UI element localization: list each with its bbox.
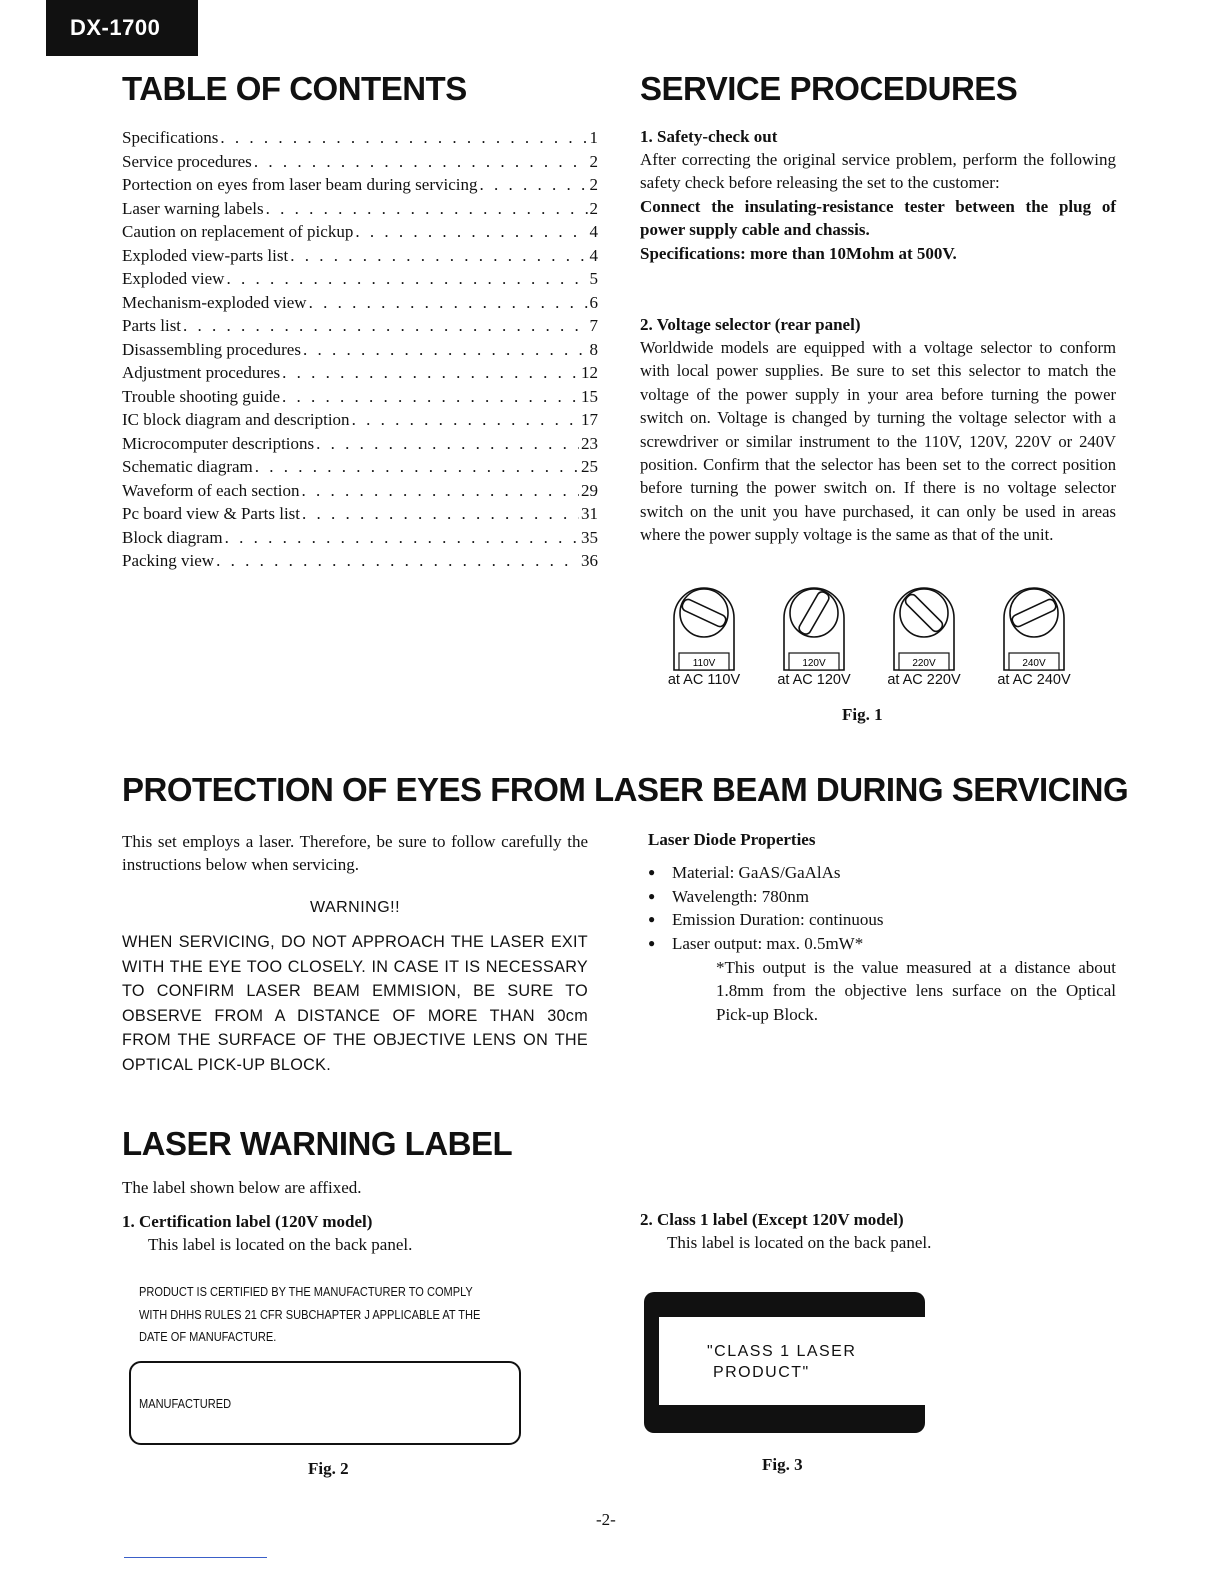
safety-check-section xyxy=(640,125,1116,265)
toc-item-page: 23 xyxy=(581,433,598,453)
toc-leader-dots xyxy=(254,150,588,174)
toc-item-page: 2 xyxy=(589,175,598,194)
cert-text-line: WITH DHHS RULES 21 CFR SUBCHAPTER J APPLICABLE AT THE xyxy=(139,1306,481,1322)
dial-label-110v: 110V xyxy=(692,658,716,669)
class1-label-heading: 2. Class 1 label (Except 120V model) xyxy=(640,1210,904,1229)
toc-item xyxy=(122,455,598,479)
toc-item-page: 5 xyxy=(589,269,598,288)
dial-label-240v: 240V xyxy=(1022,658,1046,669)
cert-label-heading: 1. Certification label (120V model) xyxy=(122,1212,373,1231)
safety-check-spec: Specifications: more than 10Mohm at 500V. xyxy=(640,243,957,263)
footer-rule xyxy=(124,1557,267,1558)
toc-item-label: Parts list xyxy=(122,316,182,335)
voltage-selector-section xyxy=(640,313,1116,547)
toc-item-page: 8 xyxy=(589,339,598,359)
toc-item-page: 2 xyxy=(589,198,598,218)
toc-item-label: Caution on replacement of pickup xyxy=(122,222,354,241)
class1-label-location: This label is located on the back panel. xyxy=(667,1233,932,1252)
dial-label-120v: 120V xyxy=(802,658,826,669)
toc-item xyxy=(122,502,598,526)
laser-prop-item: ● Material: GaAS/GaAlAs xyxy=(648,861,1118,885)
dial-120v xyxy=(758,580,870,688)
toc-leader-dots xyxy=(302,479,579,503)
toc-item xyxy=(122,385,598,409)
toc-leader-dots xyxy=(183,314,587,338)
dial-240v xyxy=(978,580,1090,688)
toc-item-label: Laser warning labels xyxy=(122,198,264,218)
toc-item xyxy=(122,526,598,550)
dial-220v xyxy=(868,580,980,688)
toc-item xyxy=(122,338,598,362)
class1-label-text: "CLASS 1 LASER PRODUCT" xyxy=(707,1343,857,1381)
toc-leader-dots xyxy=(303,338,588,362)
toc-item-label: Trouble shooting guide xyxy=(122,386,281,406)
toc-leader-dots xyxy=(282,361,579,385)
laser-props-list xyxy=(648,861,1118,955)
toc-leader-dots xyxy=(282,385,579,409)
toc-list xyxy=(122,126,598,573)
safety-check-instruction: Connect the insulating-resistance tester between the plug of power supply cable and chassis. xyxy=(640,196,1116,240)
safety-check-text: After correcting the original service problem, perform the following safety check before releasing the set to the customer: xyxy=(640,150,1116,193)
toc-item-label: Adjustment procedures xyxy=(122,363,281,382)
toc-item xyxy=(122,267,598,291)
cert-text-line: PRODUCT IS CERTIFIED BY THE MANUFACTURER TO COMPLY xyxy=(139,1284,473,1299)
toc-leader-dots xyxy=(479,173,587,197)
voltage-dial-120v-icon xyxy=(781,580,847,672)
toc-item xyxy=(122,173,598,197)
dial-110v xyxy=(648,580,760,688)
warning-title: WARNING!! xyxy=(309,899,401,916)
toc-item xyxy=(122,408,598,432)
protection-title: PROTECTION OF EYES FROM LASER BEAM DURING SERVICING xyxy=(122,771,1129,808)
voltage-dial-240v-icon xyxy=(1001,580,1067,672)
toc-item xyxy=(122,479,598,503)
toc-leader-dots xyxy=(309,291,588,315)
label-section-title: LASER WARNING LABEL xyxy=(122,1125,513,1162)
toc-leader-dots xyxy=(352,408,579,432)
toc-item xyxy=(122,150,598,174)
page-number: -2- xyxy=(596,1510,616,1529)
toc-item-page: 12 xyxy=(581,363,598,382)
dial-caption-120v: at AC 120V xyxy=(777,672,851,688)
voltage-selector-text: Worldwide models are equipped with a voltage selector to conform with local power supplies. Be sure to set this selector to match the voltage of the power supply in your area before turning the power switch on. Voltage is changed by turning the voltage selector with a screwdriver or similar instrument to the 110V, 120V, 220V or 240V position. Confirm that the selector has been set to the correct position before turning the power switch on. If there is no voltage selector switch on the unit you have purchased, it can only be used in areas where the power supply voltage is the same as that of the unit. xyxy=(640,338,1116,545)
toc-item-label: Specifications xyxy=(122,128,219,147)
voltage-dial-110v-icon xyxy=(671,580,737,672)
service-title: SERVICE PROCEDURES xyxy=(640,70,1018,107)
toc-item-label: Mechanism-exploded view xyxy=(122,292,307,312)
voltage-dials xyxy=(648,580,1098,700)
toc-item-label: Schematic diagram xyxy=(122,457,253,476)
toc-item-label: Exploded view xyxy=(122,269,225,288)
safety-check-heading: 1. Safety-check out xyxy=(640,127,778,146)
toc-leader-dots xyxy=(266,197,588,221)
dial-caption-110v: at AC 110V xyxy=(667,672,741,688)
warning-text: WHEN SERVICING, DO NOT APPROACH THE LASER EXIT WITH THE EYE TOO CLOSELY. IN CASE IT IS NECESSARY TO CONFIRM LASER BEAM EMMISION, BE SURE TO OBSERVE FROM A DISTANCE OF MORE THAN 30cm FROM THE SURFACE OF THE OBJECTIVE LENS ON THE OPTICAL PICK-UP BLOCK. xyxy=(122,933,588,1074)
toc-item-label: Microcomputer descriptions xyxy=(122,433,315,453)
toc-item-page: 29 xyxy=(581,480,598,500)
toc-leader-dots xyxy=(302,502,579,526)
toc-item-label: Pc board view & Parts list xyxy=(122,504,301,523)
toc-item-label: Disassembling procedures xyxy=(122,339,301,359)
toc-item xyxy=(122,432,598,456)
toc-item xyxy=(122,244,598,268)
laser-prop-item: ● Laser output: max. 0.5mW* xyxy=(648,932,1118,956)
toc-item xyxy=(122,197,598,221)
toc-leader-dots xyxy=(255,455,579,479)
toc-item xyxy=(122,126,598,150)
toc-leader-dots xyxy=(220,126,587,150)
toc-item-label: Service procedures xyxy=(122,151,252,171)
toc-item-page: 7 xyxy=(589,316,598,335)
toc-item xyxy=(122,220,598,244)
voltage-selector-heading: 2. Voltage selector (rear panel) xyxy=(640,315,861,334)
voltage-dial-220v-icon xyxy=(891,580,957,672)
cert-text-line: DATE OF MANUFACTURE. xyxy=(139,1329,277,1344)
toc-item-page: 25 xyxy=(581,457,598,476)
toc-leader-dots xyxy=(216,549,579,573)
toc-item xyxy=(122,549,598,573)
dial-caption-240v: at AC 240V xyxy=(997,672,1071,688)
toc-item xyxy=(122,314,598,338)
label-intro: The label shown below are affixed. xyxy=(122,1178,362,1197)
toc-item-page: 6 xyxy=(589,292,598,312)
toc-item-label: IC block diagram and description xyxy=(122,410,350,429)
toc-leader-dots xyxy=(316,432,579,456)
laser-output-footnote: *This output is the value measured at a distance about 1.8mm from the objective lens surface on the Optical Pick-up Block. xyxy=(716,958,1116,1024)
dial-caption-220v: at AC 220V xyxy=(887,672,961,688)
toc-item-page: 1 xyxy=(589,128,598,147)
toc-item-page: 15 xyxy=(581,386,598,406)
toc-leader-dots xyxy=(290,244,587,268)
toc-item-label: Exploded view-parts list xyxy=(122,245,289,265)
toc-item-label: Waveform of each section xyxy=(122,480,300,500)
toc-item-page: 17 xyxy=(581,410,598,429)
fig-2-caption: Fig. 2 xyxy=(308,1459,349,1478)
toc-item-page: 31 xyxy=(581,504,598,523)
cert-label-location: This label is located on the back panel. xyxy=(148,1235,413,1254)
laser-props-title: Laser Diode Properties xyxy=(648,830,816,849)
toc-item xyxy=(122,291,598,315)
laser-prop-item: ● Emission Duration: continuous xyxy=(648,908,1118,932)
toc-item-label: Packing view xyxy=(122,551,215,570)
toc-leader-dots xyxy=(226,267,587,291)
toc-item-page: 2 xyxy=(589,151,598,171)
toc-leader-dots xyxy=(355,220,587,244)
toc-item-page: 4 xyxy=(589,222,598,241)
toc-item-label: Block diagram xyxy=(122,527,223,547)
toc-item-label: Portection on eyes from laser beam during servicing xyxy=(122,175,478,194)
model-tag: DX-1700 xyxy=(46,0,198,56)
protection-intro: This set employs a laser. Therefore, be sure to follow carefully the instructions below when servicing. xyxy=(122,832,588,875)
cert-label-text xyxy=(139,1281,541,1349)
dial-label-220v: 220V xyxy=(912,658,936,669)
toc-item-page: 36 xyxy=(581,551,598,570)
manufactured-label: MANUFACTURED xyxy=(139,1396,232,1411)
toc-title: TABLE OF CONTENTS xyxy=(122,70,467,107)
fig-1-caption: Fig. 1 xyxy=(842,705,883,724)
fig-3-caption: Fig. 3 xyxy=(762,1455,803,1474)
toc-item xyxy=(122,361,598,385)
toc-item-page: 35 xyxy=(581,527,598,547)
toc-item-page: 4 xyxy=(589,245,598,265)
laser-prop-item: ● Wavelength: 780nm xyxy=(648,885,1118,909)
toc-leader-dots xyxy=(225,526,579,550)
